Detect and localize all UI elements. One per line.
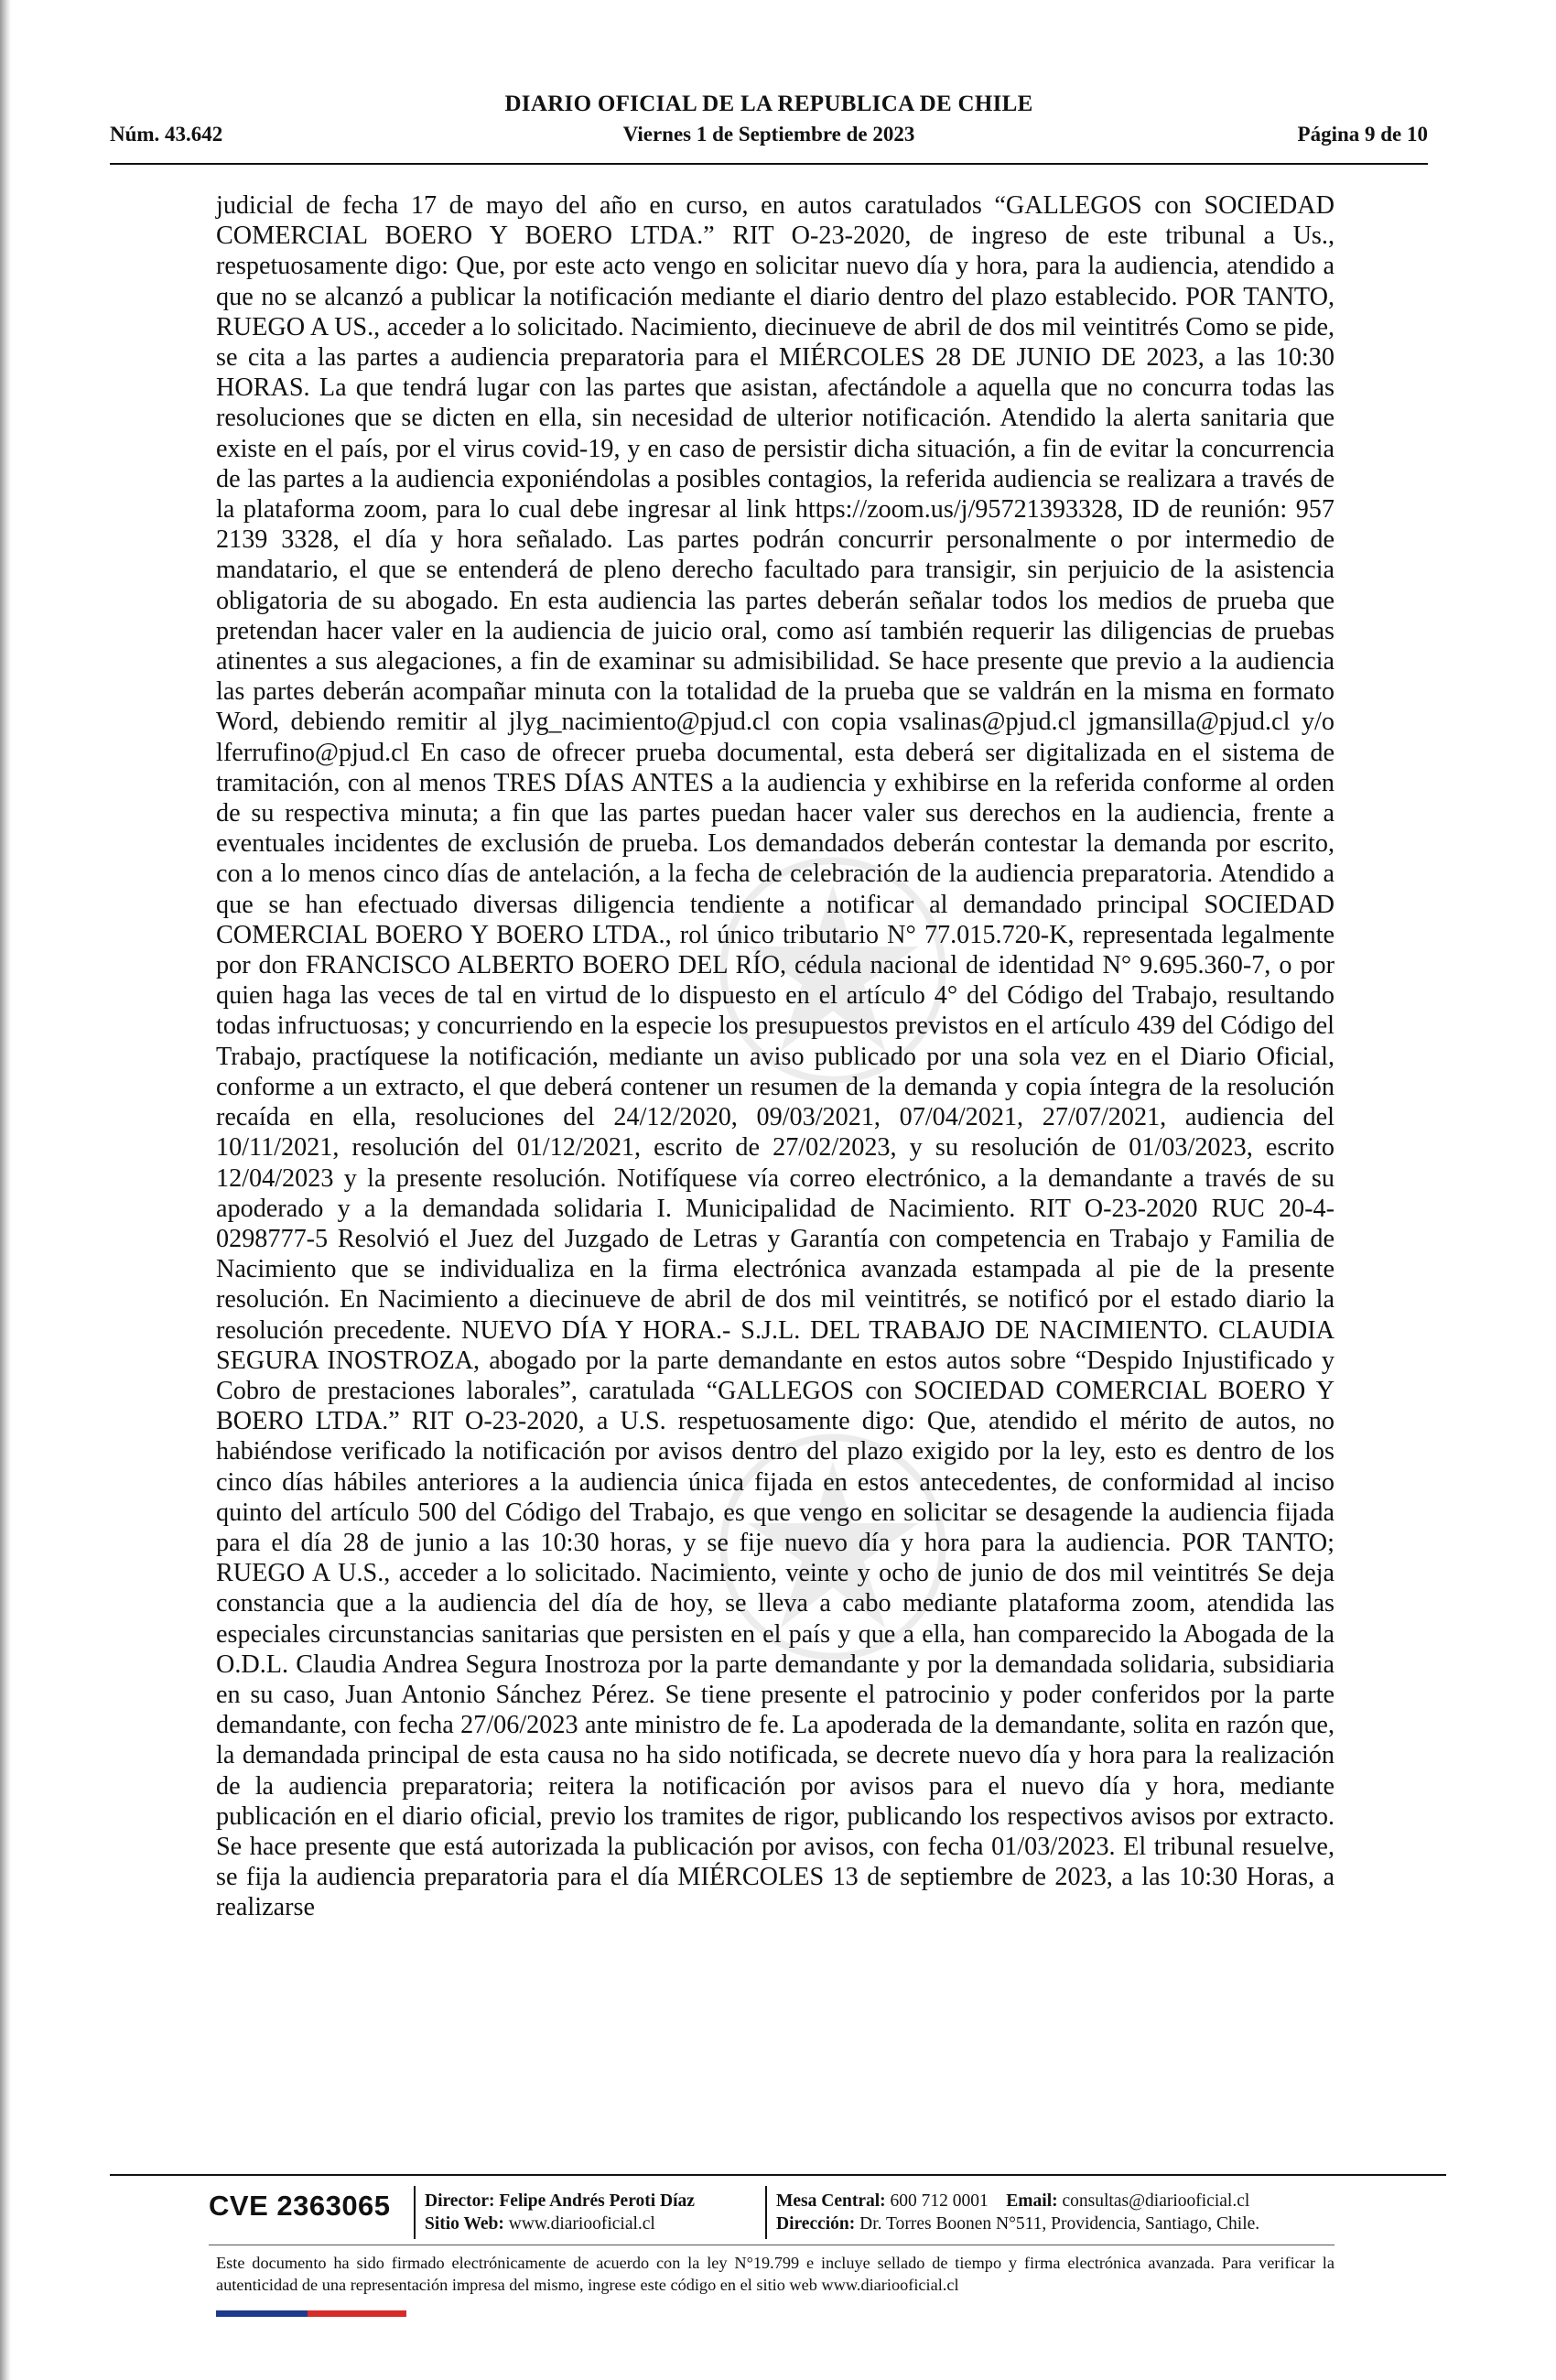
footer-separator [765,2186,767,2239]
publication-date: Viernes 1 de Septiembre de 2023 [622,123,915,146]
issue-number: Núm. 43.642 [110,123,223,146]
website-link[interactable]: www.diariooficial.cl [508,2214,655,2234]
footer-separator [414,2186,416,2239]
legal-notice: Este documento ha sido firmado electrónicamente de acuerdo con la ley N°19.799 e incluye sellado de tiempo y firma electrónica avanzada. Para verificar la autenticidad de una representación impresa del mismo, ingrese este código en el sitio web www.diariooficial.cl [216,2254,1334,2294]
director-label: Director: [425,2191,495,2211]
address-label: Dirección: [776,2214,856,2234]
website-label: Sitio Web: [425,2214,504,2234]
flag-blue-segment [216,2310,308,2317]
phone-label: Mesa Central: [776,2191,886,2211]
phone-number: 600 712 0001 [890,2191,989,2211]
page-number: Página 9 de 10 [1297,123,1428,146]
flag-red-segment [308,2310,406,2317]
publication-title: DIARIO OFICIAL DE LA REPUBLICA DE CHILE [504,92,1033,116]
email-link[interactable]: consultas@diariooficial.cl [1062,2191,1250,2211]
email-label: Email: [1006,2191,1058,2211]
footer-director-block [425,2190,695,2235]
address-text: Dr. Torres Boonen N°511, Providencia, Santiago, Chile. [859,2214,1260,2234]
director-name: Felipe Andrés Peroti Díaz [499,2191,695,2211]
chile-flag-stripe [216,2310,406,2317]
article-paragraph: judicial de fecha 17 de mayo del año en curso, en autos caratulados “GALLEGOS con SOCIEDAD COMERCIAL BOERO Y BOERO LTDA.” RIT O-23-2020, de ingreso de este tribunal a Us., respetuosamente digo: Que, por este acto vengo en solicitar nuevo día y hora, para la audiencia, atendido a que no se alcanzó a publicar la notificación mediante el diario dentro del plazo establecido. POR TANTO, RUEGO A US., acceder a lo solicitado. Nacimiento, diecinueve de abril de dos mil veintitrés Como se pide, se cita a las partes a audiencia preparatoria para el MIÉRCOLES 28 DE JUNIO DE 2023, a las 10:30 HORAS. La que tendrá lugar con las partes que asistan, afectándole a aquella que no concurra todas las resoluciones que se dicten en ella, sin necesidad de ulterior notificación. Atendido la alerta sanitaria que existe en el país, por el virus covid-19, y en caso de persistir dicha situación, a fin de evitar la concurrencia de las partes a la audiencia exponiéndolas a posibles contagios, la referida audiencia se realizara a través de la plataforma zoom, para lo cual debe ingresar al link https://zoom.us/j/95721393328, ID de reunión: 957 2139 3328, el día y hora señalado. Las partes podrán concurrir personalmente o por intermedio de mandatario, el que se entenderá de pleno derecho facultado para transigir, sin perjuicio de la asistencia obligatoria de su abogado. En esta audiencia las partes deberán señalar todos los medios de prueba que pretendan hacer valer en la audiencia de juicio oral, como así también requerir las diligencias de pruebas atinentes a sus alegaciones, a fin de examinar su admisibilidad. Se hace presente que previo a la audiencia las partes deberán acompañar minuta con la totalidad de la prueba que se valdrán en la misma en formato Word, debiendo remitir al jlyg_nacimiento@pjud.cl con copia vsalinas@pjud.cl jgmansilla@pjud.cl y/o lferrufino@pjud.cl En caso de ofrecer prueba documental, esta deberá ser digitalizada en el sistema de tramitación, con al menos TRES DÍAS ANTES a la audiencia y exhibirse en la referida conforme al orden de su respectiva minuta; a fin que las partes puedan hacer valer sus derechos en la audiencia, frente a eventuales incidentes de exclusión de prueba. Los demandados deberán contestar la demanda por escrito, con a lo menos cinco días de antelación, a la fecha de celebración de la audiencia preparatoria. Atendido a que se han efectuado diversas diligencia tendiente a notificar al demandado principal SOCIEDAD COMERCIAL BOERO Y BOERO LTDA., rol único tributario N° 77.015.720-K, representada legalmente por don FRANCISCO ALBERTO BOERO DEL RÍO, cédula nacional de identidad N° 9.695.360-7, o por quien haga las veces de tal en virtud de lo dispuesto en el artículo 4° del Código del Trabajo, resultando todas infructuosas; y concurriendo en la especie los presupuestos previstos en el artículo 439 del Código del Trabajo, practíquese la notificación, mediante un aviso publicado por una sola vez en el Diario Oficial, conforme a un extracto, el que deberá contener un resumen de la demanda y copia íntegra de la resolución recaída en ella, resoluciones del 24/12/2020, 09/03/2021, 07/04/2021, 27/07/2021, audiencia del 10/11/2021, resolución del 01/12/2021, escrito de 27/02/2023, y su resolución de 01/03/2023, escrito 12/04/2023 y la presente resolución. Notifíquese vía correo electrónico, a la demandante a través de su apoderado y a la demandada solidaria I. Municipalidad de Nacimiento. RIT O-23-2020 RUC 20-4- 0298777-5 Resolvió el Juez del Juzgado de Letras y Garantía con competencia en Trabajo y Familia de Nacimiento que se individualiza en la firma electrónica avanzada estampada al pie de la presente resolución. En Nacimiento a diecinueve de abril de dos mil veintitrés, se notificó por el estado diario la resolución precedente. NUEVO DÍA Y HORA.- S.J.L. DEL TRABAJO DE NACIMIENTO. CLAUDIA SEGURA INOSTROZA, abogado por la parte demandante en estos autos sobre “Despido Injustificado y Cobro de prestaciones laborales”, caratulada “GALLEGOS con SOCIEDAD COMERCIAL BOERO Y BOERO LTDA.” RIT O-23-2020, a U.S. respetuosamente digo: Que, atendido el mérito de autos, no habiéndose verificado la notificación por avisos dentro del plazo exigido por la ley, esto es dentro de los cinco días hábiles anteriores a la audiencia única fijada en estos antecedentes, de conformidad al inciso quinto del artículo 500 del Código del Trabajo, es que vengo en solicitar se desagende la audiencia fijada para el día 28 de junio a las 10:30 horas, y se fije nuevo día y hora para la audiencia. POR TANTO; RUEGO A U.S., acceder a lo solicitado. Nacimiento, veinte y ocho de junio de dos mil veintitrés Se deja constancia que a la audiencia del día de hoy, se lleva a cabo mediante plataforma zoom, atendida las especiales circunstancias sanitarias que persisten en el país y que a ella, han comparecido la Abogada de la O.D.L. Claudia Andrea Segura Inostroza por la parte demandante y por la demandada solidaria, subsidiaria en su caso, Juan Antonio Sánchez Pérez. Se tiene presente el patrocinio y poder conferidos por la parte demandante, con fecha 27/06/2023 ante ministro de fe. La apoderada de la demandante, solita en razón que, la demandada principal de esta causa no ha sido notificada, se decrete nuevo día y hora para la realización de la audiencia preparatoria; reitera la notificación por avisos para el nuevo día y hora, mediante publicación en el diario oficial, previo los tramites de rigor, publicando los respectivos avisos por extracto. Se hace presente que está autorizada la publicación por avisos, con fecha 01/03/2023. El tribunal resuelve, se fija la audiencia preparatoria para el día MIÉRCOLES 13 de septiembre de 2023, a las 10:30 Horas, a realizarse [216,191,1334,1922]
footer-divider [110,2174,1446,2176]
cve-code: CVE 2363065 [209,2190,391,2222]
page-header [110,92,1428,156]
footer-contact-block [776,2190,1259,2235]
article-body [216,190,1334,1923]
header-divider [110,163,1428,165]
page-left-edge-shadow [0,0,11,2380]
